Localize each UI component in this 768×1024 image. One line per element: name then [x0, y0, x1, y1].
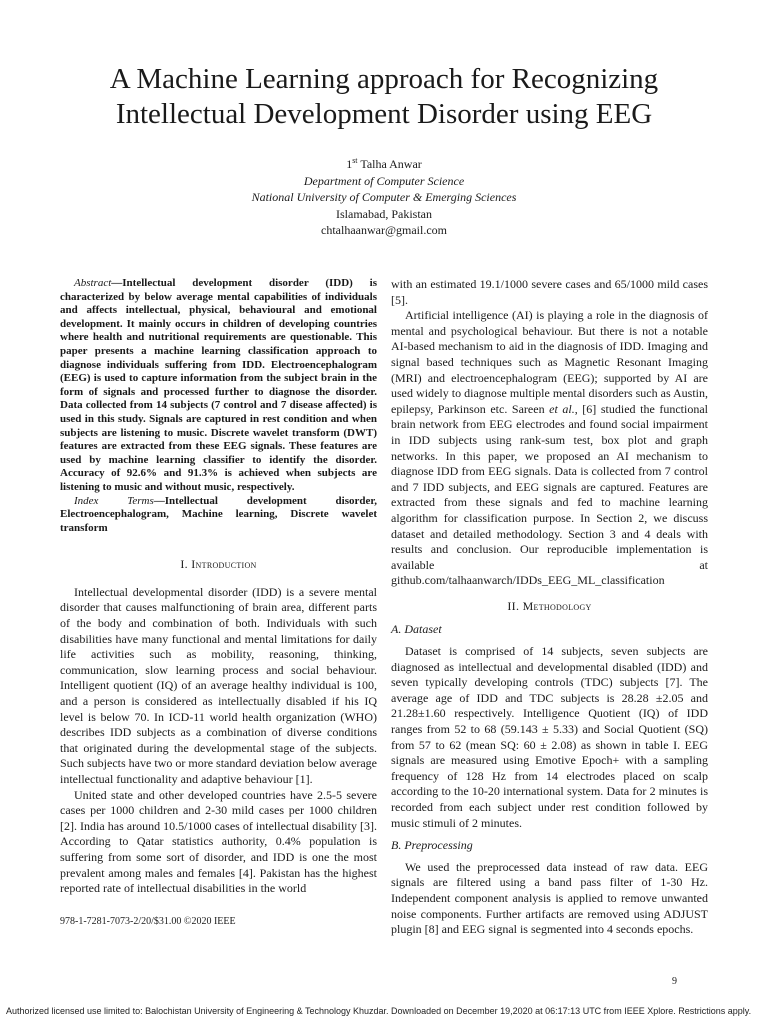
- author-city: Islamabad, Pakistan: [336, 206, 432, 221]
- intro-paragraph-1: Intellectual developmental disorder (IDD) is a severe mental disorder that causes malfunctioning of brain area, different parts of the body and combination of both. Individuals with such disabilities have many functional and mental limitations for daily life activities such as mobility, reasoning, thinking, communication, slow learning process and social behaviour. Intelligent quotient (IQ) of an average healthy individual is 100, and a person is considered as intellectually disabled if his IQ level is below 70. In ICD-11 world health organization (WHO) describes IDD subjects as a combination of diverse conditions that originated during the developmental stage of the subjects. Such subjects have two or more standard deviation below average intellectual functionality and adaptive behaviour [1].: [60, 584, 377, 786]
- author-number: 1: [346, 157, 353, 171]
- dataset-paragraph: Dataset is comprised of 14 subjects, seven subjects are diagnosed as intellectual and developmental disabled (IDD) and seven typically developing controls (TDC) subjects [7]. The average age of IDD and TDC subjects is 28.28 ±2.05 and 21.28±1.60 respectively. Intelligence Quotient (IQ) of IDD ranges from 52 to 68 (59.143 ± 5.33) and Social Quotient (SQ) from 57 to 62 (mean SQ: 60 ± 2.08) as shown in table I. EEG signals are measured using Emotive Epoch+ with a sampling frequency of 128 Hz from 14 electrodes placed on scalp according to the 10-20 international system. Data for 2 minutes is recorded from each subject under rest condition followed by music stimuli of 2 minutes.: [391, 644, 708, 830]
- author-superscript: st: [352, 156, 358, 165]
- intro-p3-part-b: , [6] studied the functional brain network from EEG electrodes and found social impairment in IDD subjects using rank-sum test, box plot and graph networks. In this paper, we proposed an AI mechanism to diagnose IDD from EEG signals. Data is collected from 7 control and 7 IDD subjects, and EEG signals are captured. Features are extracted from these signals and fed to machine learning algorithm for classification purpose. In Section 2, we discuss dataset and detailed methodology. Section 3 and 4 deals with results and conclusion. Our reproducible implementation is available at github.com/talhaanwarch/IDDs_EEG_ML_classification: [391, 401, 708, 588]
- section-method-title: Methodology: [522, 598, 592, 613]
- title-line-2: Intellectual Development Disorder using EEG: [115, 98, 653, 130]
- subsection-dataset-heading: A. Dataset: [391, 622, 442, 637]
- index-terms-text: —Intellectual development disorder, Electroencephalogram, Machine learning, Discrete wavelet transform: [60, 494, 377, 534]
- subsection-preprocessing-heading: B. Preprocessing: [391, 838, 473, 853]
- abstract: [60, 277, 377, 495]
- author-name-line: [100, 153, 668, 173]
- intro-paragraph-3: [391, 308, 708, 589]
- paper-title: [40, 62, 728, 132]
- left-column: [60, 277, 377, 897]
- title-line-1: A Machine Learning approach for Recognizing: [109, 63, 659, 95]
- copyright-footer: 978-1-7281-7073-2/20/$31.00 ©2020 IEEE: [60, 916, 236, 927]
- preprocessing-paragraph: We used the preprocessed data instead of raw data. EEG signals are filtered using a band pass filter of 1-30 Hz. Independent component analysis is applied to remove unwanted noise components. Further artifacts are removed using ADJUST plugin [8] and EEG signal is segmented into 4 seconds epochs.: [391, 859, 708, 937]
- intro-p3-part-a: Artificial intelligence (AI) is playing a role in the diagnosis of mental and psychological behaviour. But there is not a notable AI-based mechanism to aid in the diagnosis of IDD. Imaging and signal based techniques such as Magnetic Resonant Imaging (MRI) and electroencephalogram (EEG); supported by AI are used widely to diagnose multiple mental disorders such as Austin, epilepsy, Parkinson etc. Sareen: [391, 308, 708, 416]
- section-methodology-heading: [391, 599, 708, 615]
- abstract-label: Abstract: [74, 277, 112, 289]
- right-column: [391, 277, 708, 938]
- abstract-text: —Intellectual development disorder (IDD) is characterized by below average mental capabilities of individuals and affects intellectual, physical, behavioural and emotional development. It mainly occurs in children of developing countries where health and nutritional requirements are questionable. This paper presents a machine learning classification approach to diagnose individuals suffering from IDD. Electroencephalogram (EEG) is used to capture information from the subject brain in the form of signals and processed further to diagnose the disorder. Data collected from 14 subjects (7 control and 7 disease affected) is used in this study. Signals are captured in rest condition and when subjects are listening to music. Discrete wavelet transform (DWT) features are extracted from these EEG signals. These features are used by machine learning classifier to identify the disorder. Accuracy of 92.6% and 91.3% is achieved when subjects are listening to music and without music, respectively.: [60, 277, 377, 493]
- author-block: [100, 153, 668, 239]
- index-terms-label: Index Terms: [74, 494, 154, 507]
- author-department: Department of Computer Science: [303, 173, 465, 188]
- intro-p3-et-al: et al.: [549, 401, 575, 416]
- author-university: National University of Computer & Emerging Sciences: [251, 190, 517, 204]
- index-terms: [60, 495, 377, 536]
- section-intro-number: I.: [180, 557, 192, 572]
- license-notice: Authorized licensed use limited to: Balochistan University of Engineering & Technology Khuzdar. Downloaded on December 19,2020 at 06:17:13 UTC from IEEE Xplore. Restrictions apply.: [6, 1006, 752, 1016]
- section-intro-title: Introduction: [191, 557, 257, 572]
- page-number: 9: [672, 976, 677, 987]
- section-method-number: II.: [507, 598, 523, 613]
- section-introduction-heading: [60, 557, 377, 573]
- intro-paragraph-2: United state and other developed countries have 2.5-5 severe cases per 1000 children and 2-30 mild cases per 1000 children [2]. India has around 10.5/1000 cases of intellectual disability [3]. According to Qatar statistics authority, 0.4% population is suffering from some sort of disorder, and IDD is one the most prevalent among males and females [4]. Pakistan has the highest reported rate of intellectual disabilities in the world: [60, 787, 377, 896]
- author-name: Talha Anwar: [360, 157, 422, 171]
- intro-paragraph-2-continued: with an estimated 19.1/1000 severe cases and 65/1000 mild cases [5].: [391, 277, 708, 307]
- author-email: chtalhaanwar@gmail.com: [321, 223, 447, 237]
